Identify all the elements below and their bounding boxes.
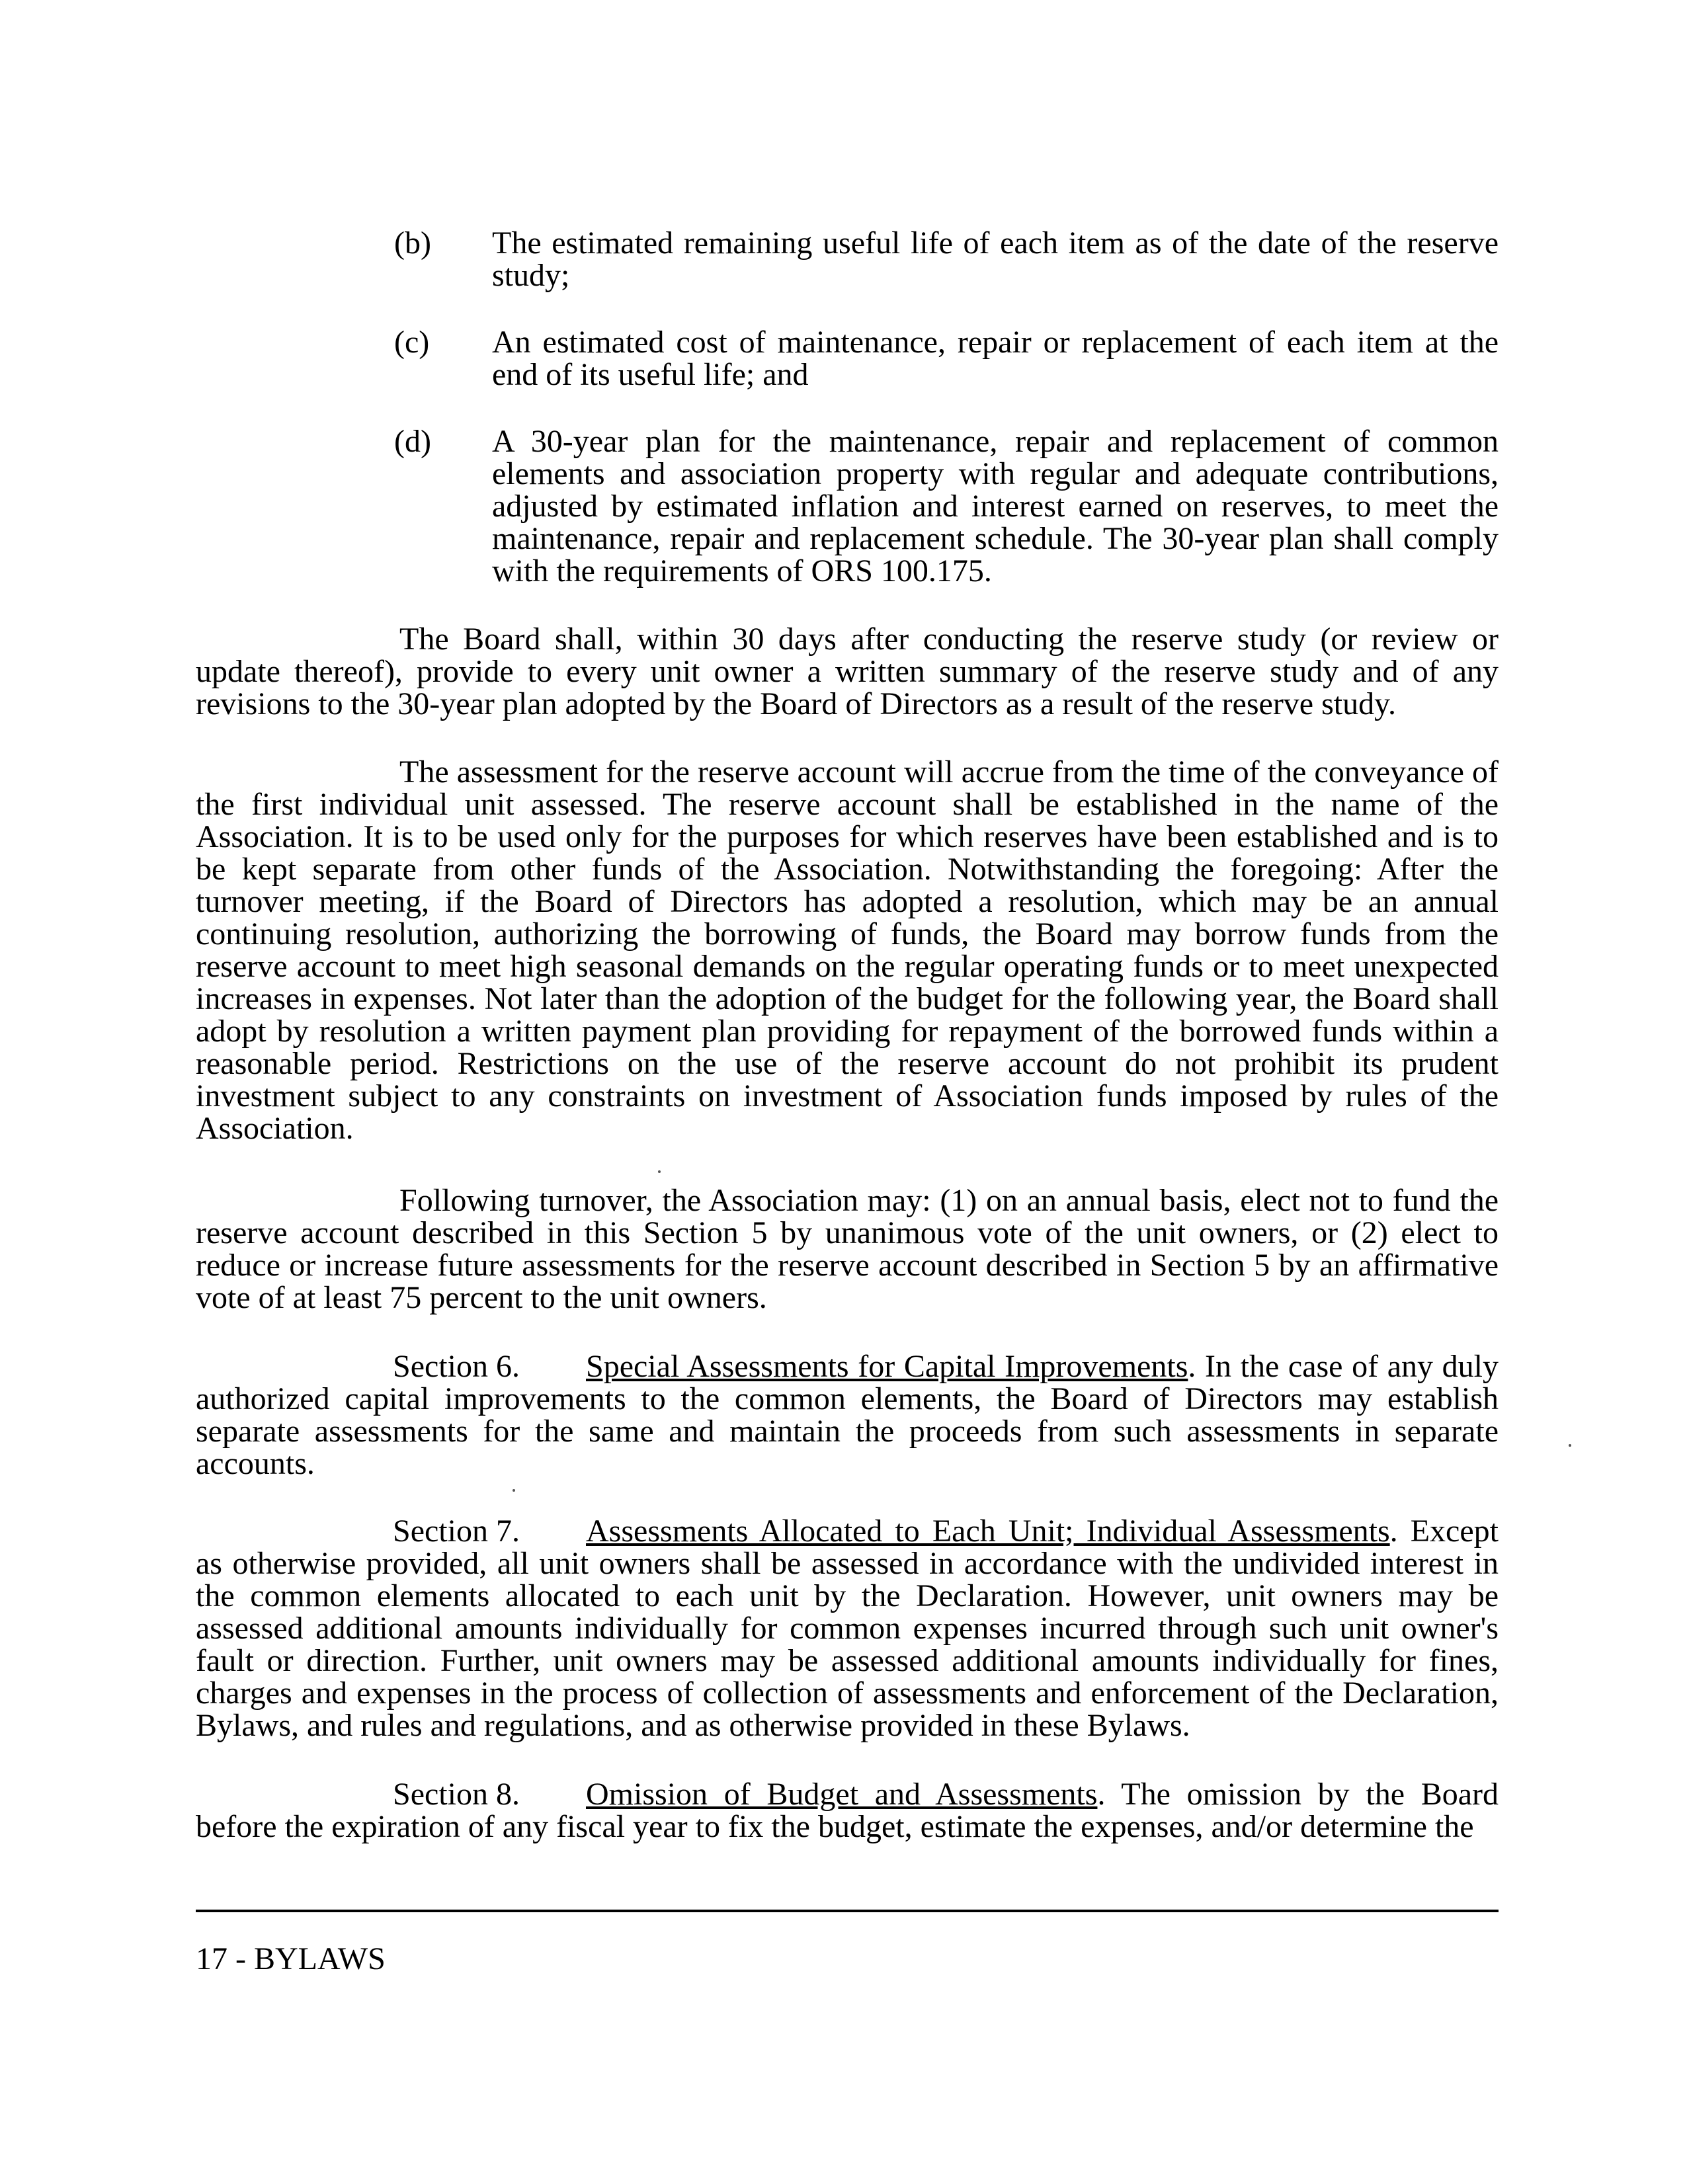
scan-speck	[1569, 1444, 1571, 1447]
section-6-title: Special Assessments for Capital Improvements	[586, 1349, 1188, 1384]
list-item-d	[394, 425, 1499, 590]
section-8-text: . The omission by the Board before the expiration of any fiscal year to fix the budget, estimate the expenses, and/or determine the	[196, 1777, 1499, 1844]
list-text-d: A 30-year plan for the maintenance, repair and replacement of common elements and association property with regular and adequate contributions, adjusted by estimated inflation and interest earned on reserves, to meet the maintenance, repair and replacement schedule. The 30-year plan shall comply with the requirements of ORS 100.175.	[492, 424, 1499, 588]
paragraph-reserve-assessment: The assessment for the reserve account will accrue from the time of the conveyance of the first individual unit assessed. The reserve account shall be established in the name of the Association. It is to be used only for the purposes for which reserves have been established and is to be kept separate from other funds of the Association. Notwithstanding the foregoing: After the turnover meeting, if the Board of Directors has adopted a resolution, which may be an annual continuing resolution, authorizing the borrowing of funds, the Board may borrow funds from the reserve account to meet high seasonal demands on the regular operating funds or to meet unexpected increases in expenses. Not later than the adoption of the budget for the following year, the Board shall adopt by resolution a written payment plan providing for repayment of the borrowed funds within a reasonable period. Restrictions on the use of the reserve account do not prohibit its prudent investment subject to any constraints on investment of Association funds imposed by rules of the Association.	[196, 754, 1499, 1146]
paragraph-following-turnover: Following turnover, the Association may: (1) on an annual basis, elect not to fund the reserve account described in this Section 5 by unanimous vote of the unit owners, or (2) elect to reduce or increase future assessments for the reserve account described in Section 5 by an affirmative vote of at least 75 percent to the unit owners.	[196, 1183, 1499, 1315]
section-7	[196, 1515, 1499, 1742]
scan-speck	[513, 1489, 515, 1492]
section-6-label: Section 6.	[393, 1349, 520, 1384]
paragraph-board-summary: The Board shall, within 30 days after conducting the reserve study (or review or update thereof), provide to every unit owner a written summary of the reserve study and of any revisions to the 30-year plan adopted by the Board of Directors as a result of the reserve study.	[196, 622, 1499, 721]
list-item-b	[394, 227, 1499, 293]
footer-page-label: 17 - BYLAWS	[196, 1941, 386, 1976]
list-text-b: The estimated remaining useful life of each item as of the date of the reserve study;	[492, 225, 1499, 293]
list-marker-c: (c)	[394, 325, 430, 360]
scan-speck	[658, 1170, 661, 1173]
list-item-c	[394, 326, 1499, 392]
section-7-title: Assessments Allocated to Each Unit; Individual Assessments	[586, 1514, 1390, 1549]
section-8	[196, 1778, 1499, 1843]
list-text-c: An estimated cost of maintenance, repair or replacement of each item at the end of its useful life; and	[492, 325, 1499, 392]
section-8-title: Omission of Budget and Assessments	[586, 1777, 1098, 1812]
section-6	[196, 1350, 1499, 1480]
list-marker-b: (b)	[394, 225, 431, 261]
footer-rule	[196, 1910, 1499, 1912]
section-7-label: Section 7.	[393, 1514, 520, 1549]
list-marker-d: (d)	[394, 424, 431, 459]
section-6-text: . In the case of any duly authorized capital improvements to the common elements, the Board of Directors may establish separate assessments for the same and maintain the proceeds from such assessments in separate accounts.	[196, 1349, 1499, 1481]
section-8-label: Section 8.	[393, 1777, 520, 1812]
section-7-text: . Except as otherwise provided, all unit owners shall be assessed in accordance with the undivided interest in the common elements allocated to each unit by the Declaration. However, unit owners may be assessed additional amounts individually for common expenses incurred through such unit owner's fault or direction. Further, unit owners may be assessed additional amounts individually for fines, charges and expenses in the process of collection of assessments and enforcement of the Declaration, Bylaws, and rules and regulations, and as otherwise provided in these Bylaws.	[196, 1514, 1499, 1743]
